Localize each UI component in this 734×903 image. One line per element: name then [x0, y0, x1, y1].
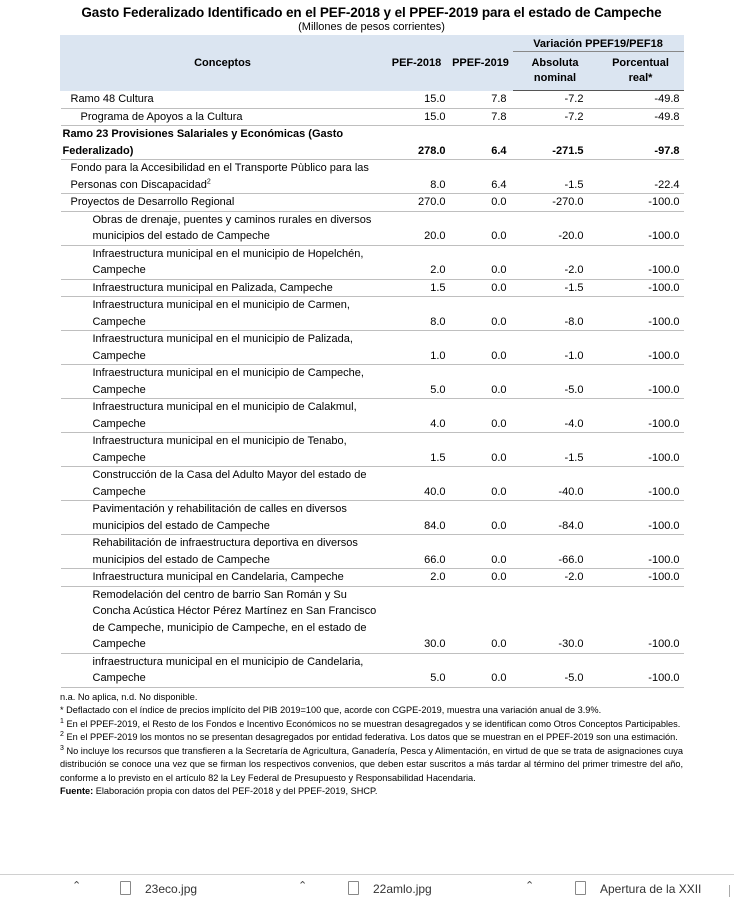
concept-cell: infraestructura municipal en el municipio de Candelaria, Campeche [92, 655, 364, 684]
header-percent: Porcentual real* [598, 52, 684, 91]
note-3: $^3$ No incluye los recursos que transfieren a la Secretaría de Agricultura, Ganadería, Pesca y Alimentación, en virtud de que se trata de asignaciones cuya distribución se conoce una vez que se firman los respectivos convenios, que deben estar suscritos a más tardar al término del primer trimestre del año, conforme a lo previsto en el artículo 82 la Ley Federal de Presupuesto y Responsabilidad Hacendaria. [60, 744, 683, 783]
download-item-3[interactable]: Apertura de la XXII [575, 881, 701, 896]
concept-cell: Infraestructura municipal en el municipio de Tenabo, Campeche [92, 435, 347, 464]
percent-cell: -100.0 [648, 519, 680, 532]
table-notes [60, 691, 683, 799]
table-row [61, 535, 684, 569]
file-icon [120, 881, 131, 895]
table-row [61, 501, 684, 535]
header-variation: Variación PPEF19/PEF18 [513, 36, 684, 52]
pef2018-cell: 30.0 [424, 638, 446, 650]
ppef2019-cell: 0.0 [491, 383, 507, 396]
table-row [61, 365, 684, 399]
absolute-cell: -84.0 [558, 519, 584, 532]
ppef2019-cell: 0.0 [491, 553, 507, 566]
ppef2019-cell: 7.8 [491, 110, 507, 123]
concept-cell: Infraestructura municipal en el municipio de Palizada, Campeche [92, 333, 353, 362]
pef2018-cell: 5.0 [430, 672, 446, 684]
table-row [61, 297, 684, 331]
note-2: $^2$ En el PPEF-2019 los montos no se presentan desagregados por entidad federativa. Los datos que se muestran en el PPEF-2019 son una estimación. [60, 730, 678, 742]
download-item-2[interactable]: 22amlo.jpg [348, 881, 432, 896]
pef2018-cell: 15.0 [424, 110, 446, 123]
concept-cell: Infraestructura municipal en el municipio de Carmen, Campeche [92, 299, 350, 328]
pef2018-cell: 5.0 [430, 383, 446, 396]
taskbar-separator [729, 885, 730, 897]
ppef2019-cell: 0.0 [491, 349, 507, 362]
header-pef2018: PEF-2018 [385, 36, 449, 91]
table-row [61, 433, 684, 467]
pef2018-cell: 8.0 [430, 315, 446, 328]
absolute-cell: -8.0 [564, 315, 584, 328]
table-row [61, 653, 684, 687]
table-row [61, 194, 684, 212]
absolute-cell: -271.5 [552, 144, 584, 157]
absolute-cell: -270.0 [552, 196, 584, 208]
concept-cell: Pavimentación y rehabilitación de calles en diversos municipios del estado de Campeche [92, 503, 347, 532]
ppef2019-cell: 0.0 [491, 451, 507, 464]
absolute-cell: -1.5 [564, 281, 584, 294]
absolute-cell: -1.5 [564, 451, 584, 464]
table-row [61, 160, 684, 194]
table-row [61, 279, 684, 297]
absolute-cell: -4.0 [564, 417, 584, 430]
document [60, 0, 683, 799]
concept-cell: Ramo 23 Provisiones Salariales y Económicas (Gasto Federalizado) [62, 128, 344, 157]
file-icon [348, 881, 359, 895]
percent-cell: -100.0 [648, 553, 680, 566]
table-row [61, 126, 684, 160]
percent-cell: -100.0 [648, 451, 680, 464]
budget-table [60, 35, 684, 688]
pef2018-cell: 2.0 [430, 571, 446, 583]
concept-cell: Obras de drenaje, puentes y caminos rurales en diversos municipios del estado de Campeche [92, 213, 372, 242]
note-na: n.a. No aplica, n.d. No disponible. [60, 691, 198, 702]
download-item-1[interactable]: 23eco.jpg [120, 881, 197, 896]
percent-cell: -100.0 [648, 417, 680, 430]
pef2018-cell: 66.0 [424, 553, 446, 566]
ppef2019-cell: 0.0 [491, 230, 507, 242]
absolute-cell: -5.0 [564, 672, 584, 684]
table-row [61, 91, 684, 109]
table-row [61, 467, 684, 501]
concept-cell: Ramo 48 Cultura [70, 93, 154, 105]
absolute-cell: -66.0 [558, 553, 584, 566]
absolute-cell: -7.2 [564, 110, 584, 123]
table-row [61, 211, 684, 245]
percent-cell: -100.0 [648, 315, 680, 328]
absolute-cell: -1.5 [564, 178, 584, 191]
pef2018-cell: 8.0 [430, 178, 446, 191]
absolute-cell: -2.0 [564, 571, 584, 583]
absolute-cell: -5.0 [564, 383, 584, 396]
pef2018-cell: 270.0 [417, 196, 446, 208]
absolute-cell: -1.0 [564, 349, 584, 362]
table-row [61, 108, 684, 126]
ppef2019-cell: 0.0 [491, 417, 507, 430]
percent-cell: -97.8 [654, 144, 680, 157]
ppef2019-cell: 7.8 [491, 93, 507, 105]
pef2018-cell: 15.0 [424, 93, 446, 105]
ppef2019-cell: 0.0 [491, 196, 507, 208]
ppef2019-cell: 0.0 [491, 264, 507, 276]
percent-cell: -100.0 [648, 571, 680, 583]
download-bar [0, 874, 734, 903]
ppef2019-cell: 0.0 [491, 638, 507, 650]
ppef2019-cell: 6.4 [491, 178, 507, 191]
pef2018-cell: 1.5 [430, 451, 446, 464]
percent-cell: -100.0 [648, 383, 680, 396]
percent-cell: -100.0 [648, 349, 680, 362]
pef2018-cell: 40.0 [424, 485, 446, 498]
header-concepts: Conceptos [61, 36, 385, 91]
percent-cell: -100.0 [648, 485, 680, 498]
concept-cell: Construcción de la Casa del Adulto Mayor del estado de Campeche [92, 469, 367, 498]
pef2018-cell: 20.0 [424, 230, 446, 242]
table-title: Gasto Federalizado Identificado en el PEF-2018 y el PPEF-2019 para el estado de Campeche [81, 5, 662, 20]
ppef2019-cell: 0.0 [491, 485, 507, 498]
concept-cell: Remodelación del centro de barrio San Román y Su Concha Acústica Héctor Pérez Martínez en San Francisco de Campeche, municipio de Campeche, en el estado de Campeche [92, 588, 377, 650]
concept-cell: Infraestructura municipal en Candelaria, Campeche [92, 571, 344, 583]
note-deflated: * Deflactado con el índice de precios implícito del PIB 2019=100 que, acorde con CGPE-2019, muestra una variación anual de 3.9%. [60, 705, 602, 715]
header-absolute: Absoluta nominal [513, 52, 598, 91]
concept-cell: Infraestructura municipal en el municipio de Hopelchén, Campeche [92, 247, 364, 276]
header-ppef2019: PPEF-2019 [449, 36, 513, 91]
table-row [61, 331, 684, 365]
ppef2019-cell: 6.4 [491, 144, 507, 157]
percent-cell: -49.8 [654, 93, 680, 105]
table-row [61, 245, 684, 279]
ppef2019-cell: 0.0 [491, 571, 507, 583]
pef2018-cell: 278.0 [417, 144, 446, 157]
percent-cell: -100.0 [648, 672, 680, 684]
chevron-up-icon[interactable]: ⌃ [72, 880, 82, 892]
ppef2019-cell: 0.0 [491, 672, 507, 684]
ppef2019-cell: 0.0 [491, 281, 507, 294]
ppef2019-cell: 0.0 [491, 519, 507, 532]
absolute-cell: -40.0 [558, 485, 584, 498]
concept-cell: Infraestructura municipal en Palizada, Campeche [92, 281, 333, 294]
concept-cell: Proyectos de Desarrollo Regional [70, 196, 235, 208]
table-row [61, 569, 684, 587]
chevron-up-icon[interactable]: ⌃ [298, 880, 308, 892]
file-icon [575, 881, 586, 895]
pef2018-cell: 1.5 [430, 281, 446, 294]
pef2018-cell: 2.0 [430, 264, 446, 276]
percent-cell: -100.0 [648, 196, 680, 208]
percent-cell: -100.0 [648, 638, 680, 650]
table-subtitle: (Millones de pesos corrientes) [298, 21, 445, 33]
note-1: $^1$ En el PPEF-2019, el Resto de los Fondos e Incentivo Económicos no se muestran desagregados y se identifican como Otros Conceptos Participables. [60, 717, 681, 729]
pef2018-cell: 1.0 [430, 349, 446, 362]
absolute-cell: -20.0 [558, 230, 584, 242]
concept-cell: Rehabilitación de infraestructura deportiva en diversos municipios del estado de Campeche [92, 537, 358, 566]
table-row [61, 399, 684, 433]
concept-cell: Infraestructura municipal en el municipio de Campeche, Campeche [92, 367, 364, 396]
chevron-up-icon[interactable]: ⌃ [525, 880, 535, 892]
percent-cell: -49.8 [654, 110, 680, 123]
absolute-cell: -2.0 [564, 264, 584, 276]
concept-cell: Programa de Apoyos a la Cultura [80, 110, 243, 123]
percent-cell: -100.0 [648, 281, 680, 294]
percent-cell: -22.4 [654, 178, 680, 191]
pef2018-cell: 4.0 [430, 417, 446, 430]
table-row [61, 586, 684, 653]
concept-cell: Infraestructura municipal en el municipio de Calakmul, Campeche [92, 401, 357, 430]
ppef2019-cell: 0.0 [491, 315, 507, 328]
note-source: Fuente: Elaboración propia con datos del PEF-2018 y del PPEF-2019, SHCP. [60, 786, 378, 796]
pef2018-cell: 84.0 [424, 519, 446, 532]
absolute-cell: -7.2 [564, 93, 584, 105]
percent-cell: -100.0 [648, 230, 680, 242]
absolute-cell: -30.0 [558, 638, 584, 650]
concept-cell: Fondo para la Accesibilidad en el Transporte Pùblico para las Personas con Discapacidad$^2$ [70, 162, 369, 191]
percent-cell: -100.0 [648, 264, 680, 276]
